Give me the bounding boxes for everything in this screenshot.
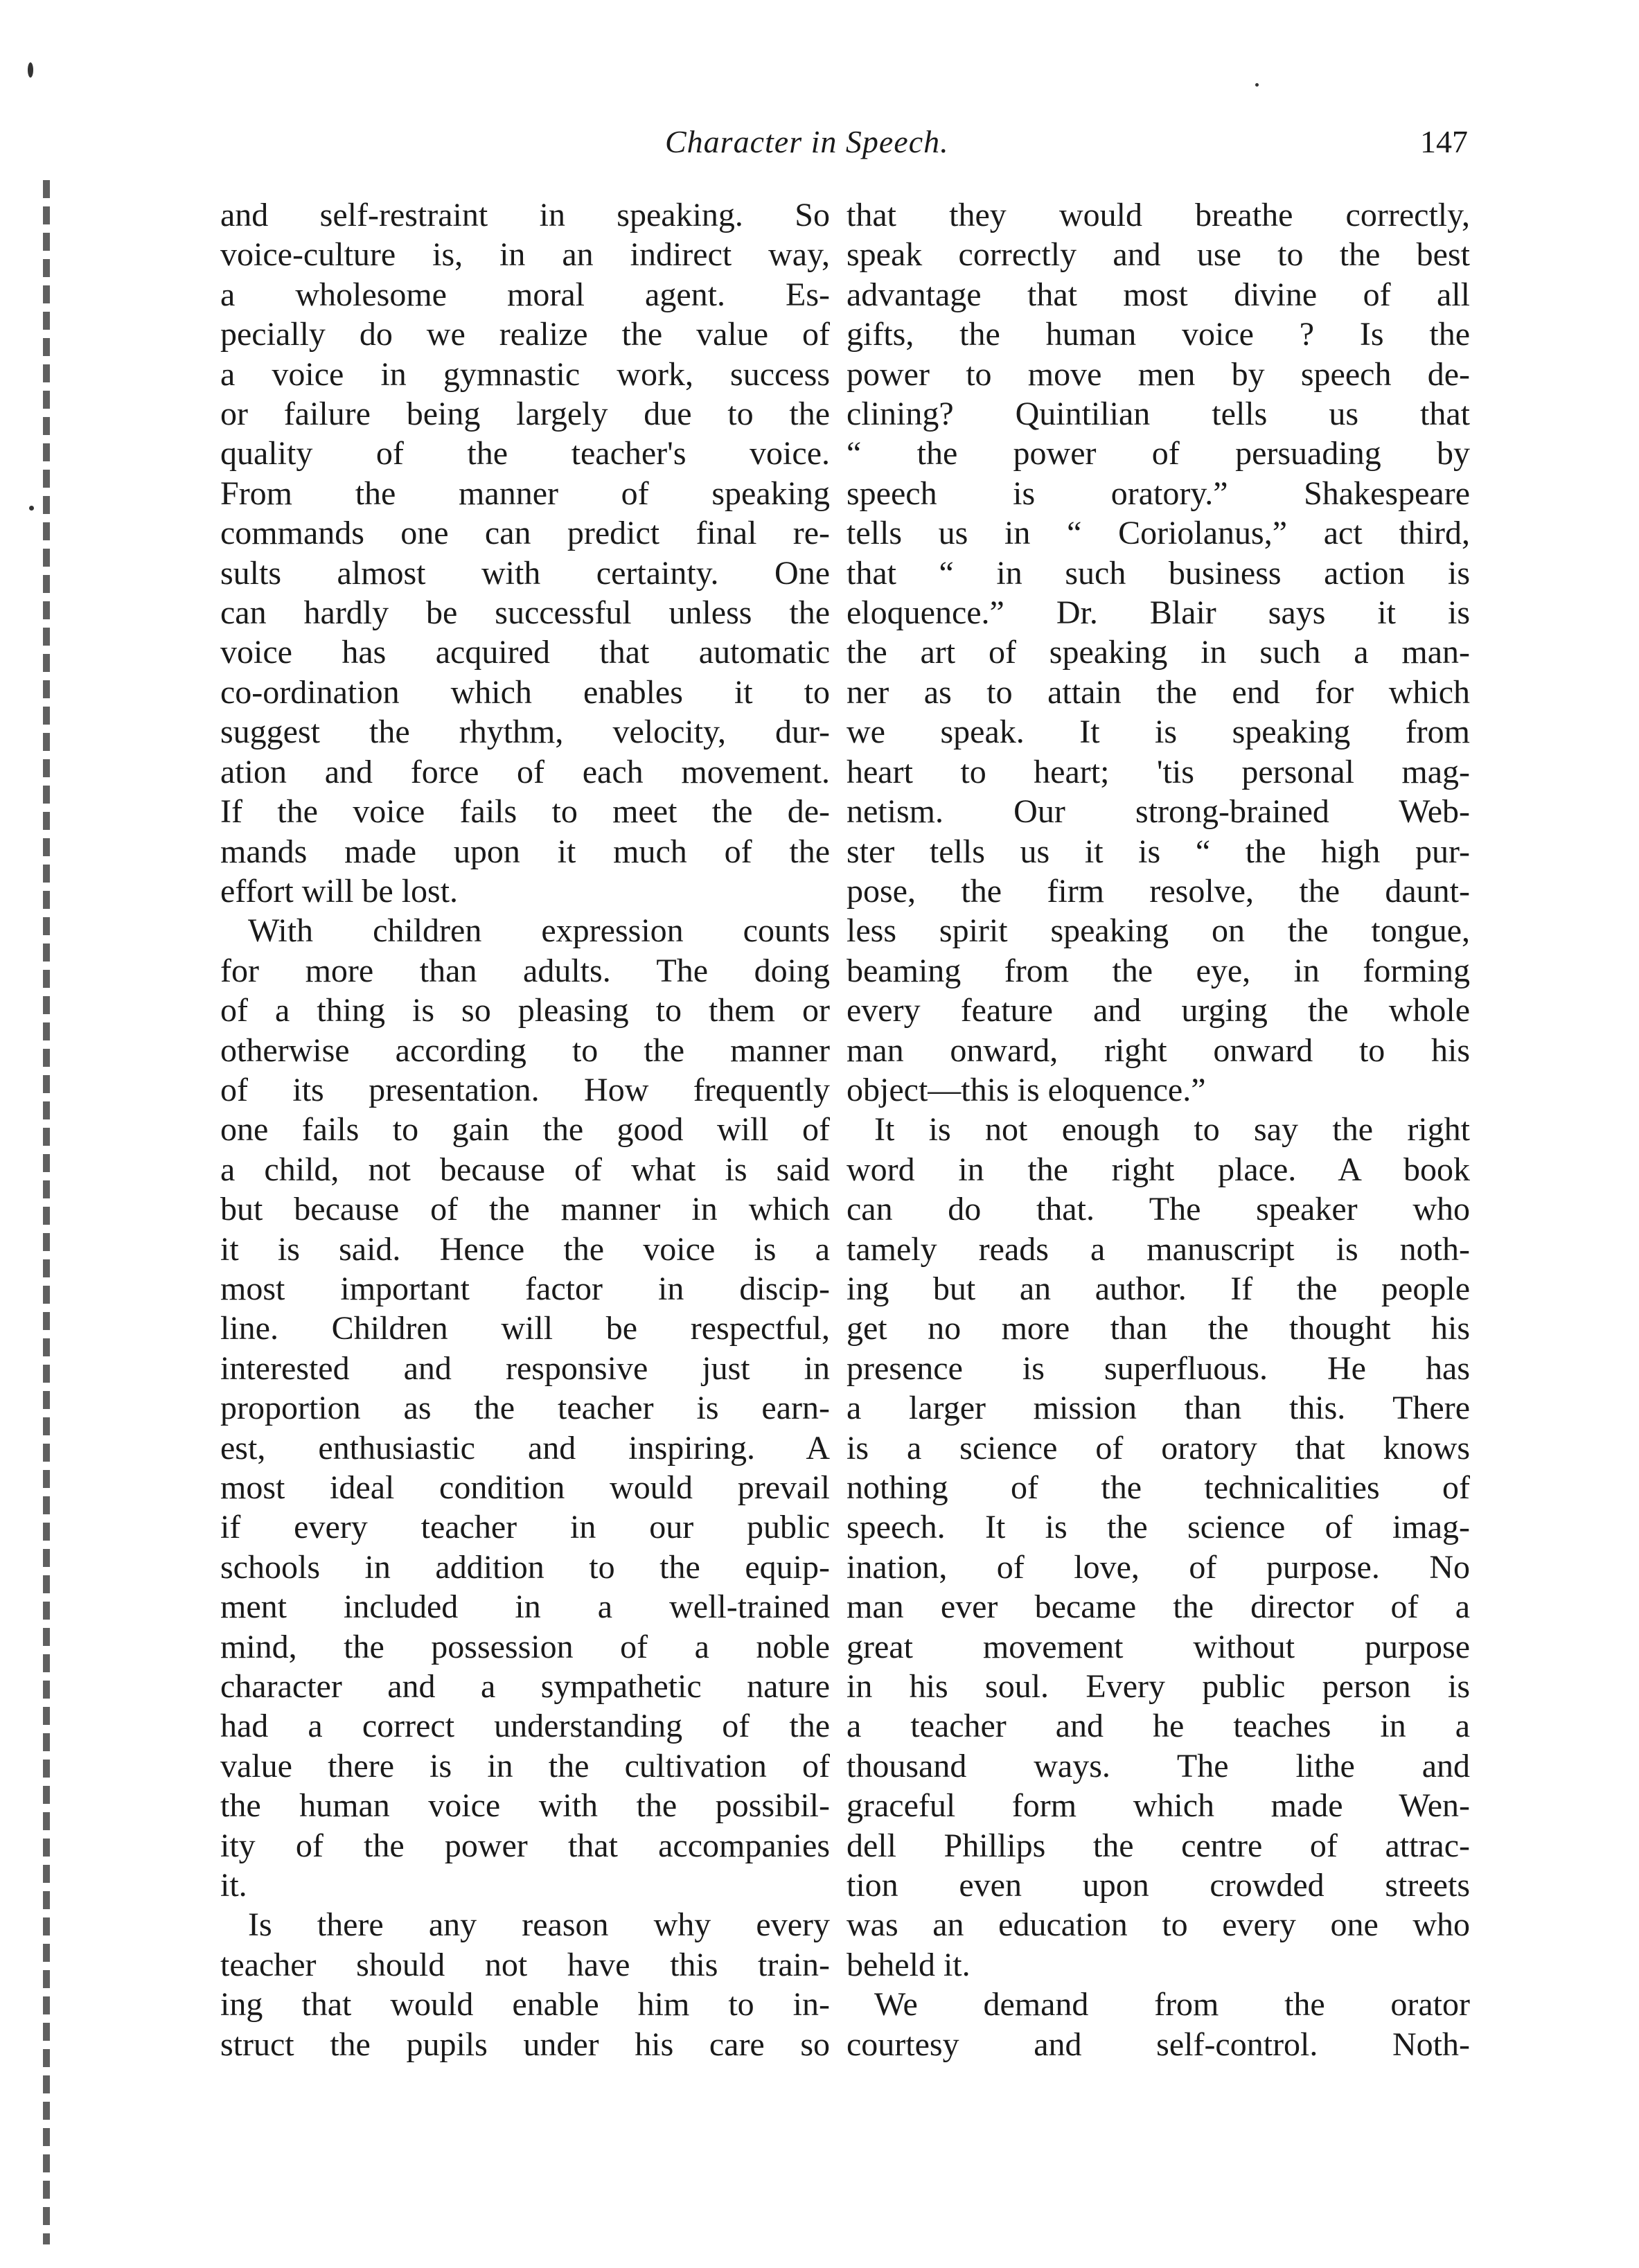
text-line: otherwise according to the manner [220, 1031, 830, 1069]
text-line: of a thing is so pleasing to them or [220, 992, 830, 1029]
text-line: most important factor in discip- [220, 1270, 830, 1307]
text-line: thousand ways. The lithe and [847, 1747, 1470, 1784]
text-line: ination, of love, of purpose. No [847, 1548, 1470, 1586]
text-line: ing but an author. If the people [847, 1270, 1470, 1307]
text-line: had a correct understanding of the [220, 1708, 830, 1745]
page-number: 147 [1420, 124, 1468, 159]
text-line: tells us in “ Coriolanus,” act third, [847, 515, 1470, 552]
text-line: speech. It is the science of imag- [847, 1509, 1470, 1546]
text-line: From the manner of speaking [220, 475, 830, 512]
text-line: a larger mission than this. There [847, 1390, 1470, 1427]
text-line: heart to heart; 'tis personal mag- [847, 753, 1470, 790]
text-line: beheld it. [847, 1946, 971, 1983]
text-line: less spirit speaking on the tongue, [847, 912, 1470, 950]
text-line: beaming from the eye, in forming [847, 952, 1470, 989]
text-line: ity of the power that accompanies [220, 1827, 830, 1864]
text-line: pose, the firm resolve, the daunt- [847, 872, 1470, 910]
right-column [847, 195, 1470, 2064]
text-line: mands made upon it much of the [220, 833, 830, 870]
text-line: ment included in a well-trained [220, 1588, 830, 1626]
text-line: suggest the rhythm, velocity, dur- [220, 714, 830, 751]
text-line: get no more than the thought his [847, 1310, 1470, 1347]
text-line: a voice in gymnastic work, success [220, 355, 830, 393]
text-line: and self-restraint in speaking. So [220, 197, 830, 233]
binding-edge [43, 180, 50, 2244]
text-line: commands one can predict final re- [220, 515, 830, 552]
text-line: gifts, the human voice ? Is the [847, 316, 1470, 353]
text-line: effort will be lost. [220, 872, 459, 910]
text-line: speech is oratory.” Shakespeare [847, 475, 1470, 512]
text-line: it is said. Hence the voice is a [220, 1230, 830, 1268]
text-line: man onward, right onward to his [847, 1031, 1470, 1069]
text-line: was an education to every one who [847, 1906, 1470, 1944]
scan-speck [28, 62, 33, 78]
text-line: teacher should not have this train- [220, 1946, 830, 1983]
text-line: or failure being largely due to the [220, 396, 830, 433]
text-line: ster tells us it is “ the high pur- [847, 833, 1470, 870]
text-line: interested and responsive just in [220, 1349, 830, 1387]
running-title: Character in Speech. [665, 124, 949, 159]
text-line: great movement without purpose [847, 1628, 1470, 1665]
text-line: eloquence.” Dr. Blair says it is [847, 594, 1470, 632]
text-line: power to move men by speech de- [847, 355, 1470, 393]
text-line: “ the power of persuading by [847, 435, 1470, 472]
text-line: can hardly be successful unless the [220, 594, 830, 632]
text-line: est, enthusiastic and inspiring. A [220, 1429, 830, 1467]
scan-speck [1255, 83, 1259, 87]
text-line: We demand from the orator [874, 1986, 1470, 2023]
text-line: most ideal condition would prevail [220, 1469, 830, 1506]
text-line: ing that would enable him to in- [220, 1986, 830, 2023]
text-line: but because of the manner in which [220, 1191, 830, 1228]
text-line: graceful form which made Wen- [847, 1787, 1470, 1825]
text-line: line. Children will be respectful, [220, 1310, 830, 1347]
text-line: voice-culture is, in an indirect way, [220, 236, 830, 274]
text-line: value there is in the cultivation of [220, 1747, 830, 1784]
text-line: the art of speaking in such a man- [847, 634, 1470, 671]
text-line: man ever became the director of a [847, 1588, 1470, 1626]
text-line: ner as to attain the end for which [847, 673, 1470, 711]
text-line: a child, not because of what is said [220, 1151, 830, 1188]
text-line: can do that. The speaker who [847, 1191, 1470, 1228]
text-line: every feature and urging the whole [847, 992, 1470, 1029]
text-line: courtesy and self-control. Noth- [847, 2026, 1470, 2063]
text-line: tamely reads a manuscript is noth- [847, 1230, 1470, 1268]
text-line: speak correctly and use to the best [847, 236, 1470, 274]
text-line: word in the right place. A book [847, 1151, 1470, 1188]
text-line: presence is superfluous. He has [847, 1349, 1470, 1387]
text-line: one fails to gain the good will of [220, 1111, 830, 1149]
left-column [220, 195, 830, 2064]
text-line: quality of the teacher's voice. [220, 435, 830, 472]
text-line: a wholesome moral agent. Es- [220, 276, 830, 313]
text-line: ation and force of each movement. [220, 753, 830, 790]
text-line: in his soul. Every public person is [847, 1668, 1470, 1706]
text-line: a teacher and he teaches in a [847, 1708, 1470, 1745]
text-line: of its presentation. How frequently [220, 1071, 830, 1108]
text-line: dell Phillips the centre of attrac- [847, 1827, 1470, 1864]
text-line: mind, the possession of a noble [220, 1628, 830, 1665]
text-line: With children expression counts [248, 912, 830, 950]
text-line: that they would breathe correctly, [847, 197, 1470, 233]
scan-speck [29, 506, 34, 511]
text-line: proportion as the teacher is earn- [220, 1390, 830, 1427]
text-line: character and a sympathetic nature [220, 1668, 830, 1706]
text-line: It is not enough to say the right [874, 1111, 1470, 1149]
text-line: co-ordination which enables it to [220, 673, 830, 711]
text-line: is a science of oratory that knows [847, 1429, 1470, 1467]
text-line: sults almost with certainty. One [220, 554, 830, 592]
text-line: netism. Our strong-brained Web- [847, 793, 1470, 831]
text-line: struct the pupils under his care so [220, 2026, 830, 2063]
text-line: that “ in such business action is [847, 554, 1470, 592]
text-line: object—this is eloquence.” [847, 1071, 1206, 1108]
text-line: If the voice fails to meet the de- [220, 793, 830, 831]
text-line: tion even upon crowded streets [847, 1867, 1470, 1904]
text-line: advantage that most divine of all [847, 276, 1470, 313]
text-line: voice has acquired that automatic [220, 634, 830, 671]
text-line: nothing of the technicalities of [847, 1469, 1470, 1506]
text-line: for more than adults. The doing [220, 952, 830, 989]
text-line: clining? Quintilian tells us that [847, 396, 1470, 433]
text-line: schools in addition to the equip- [220, 1548, 830, 1586]
text-line: it. [220, 1867, 247, 1904]
text-line: Is there any reason why every [248, 1906, 830, 1944]
text-line: we speak. It is speaking from [847, 714, 1470, 751]
text-line: the human voice with the possibil- [220, 1787, 830, 1825]
text-line: if every teacher in our public [220, 1509, 830, 1546]
text-line: pecially do we realize the value of [220, 316, 830, 353]
